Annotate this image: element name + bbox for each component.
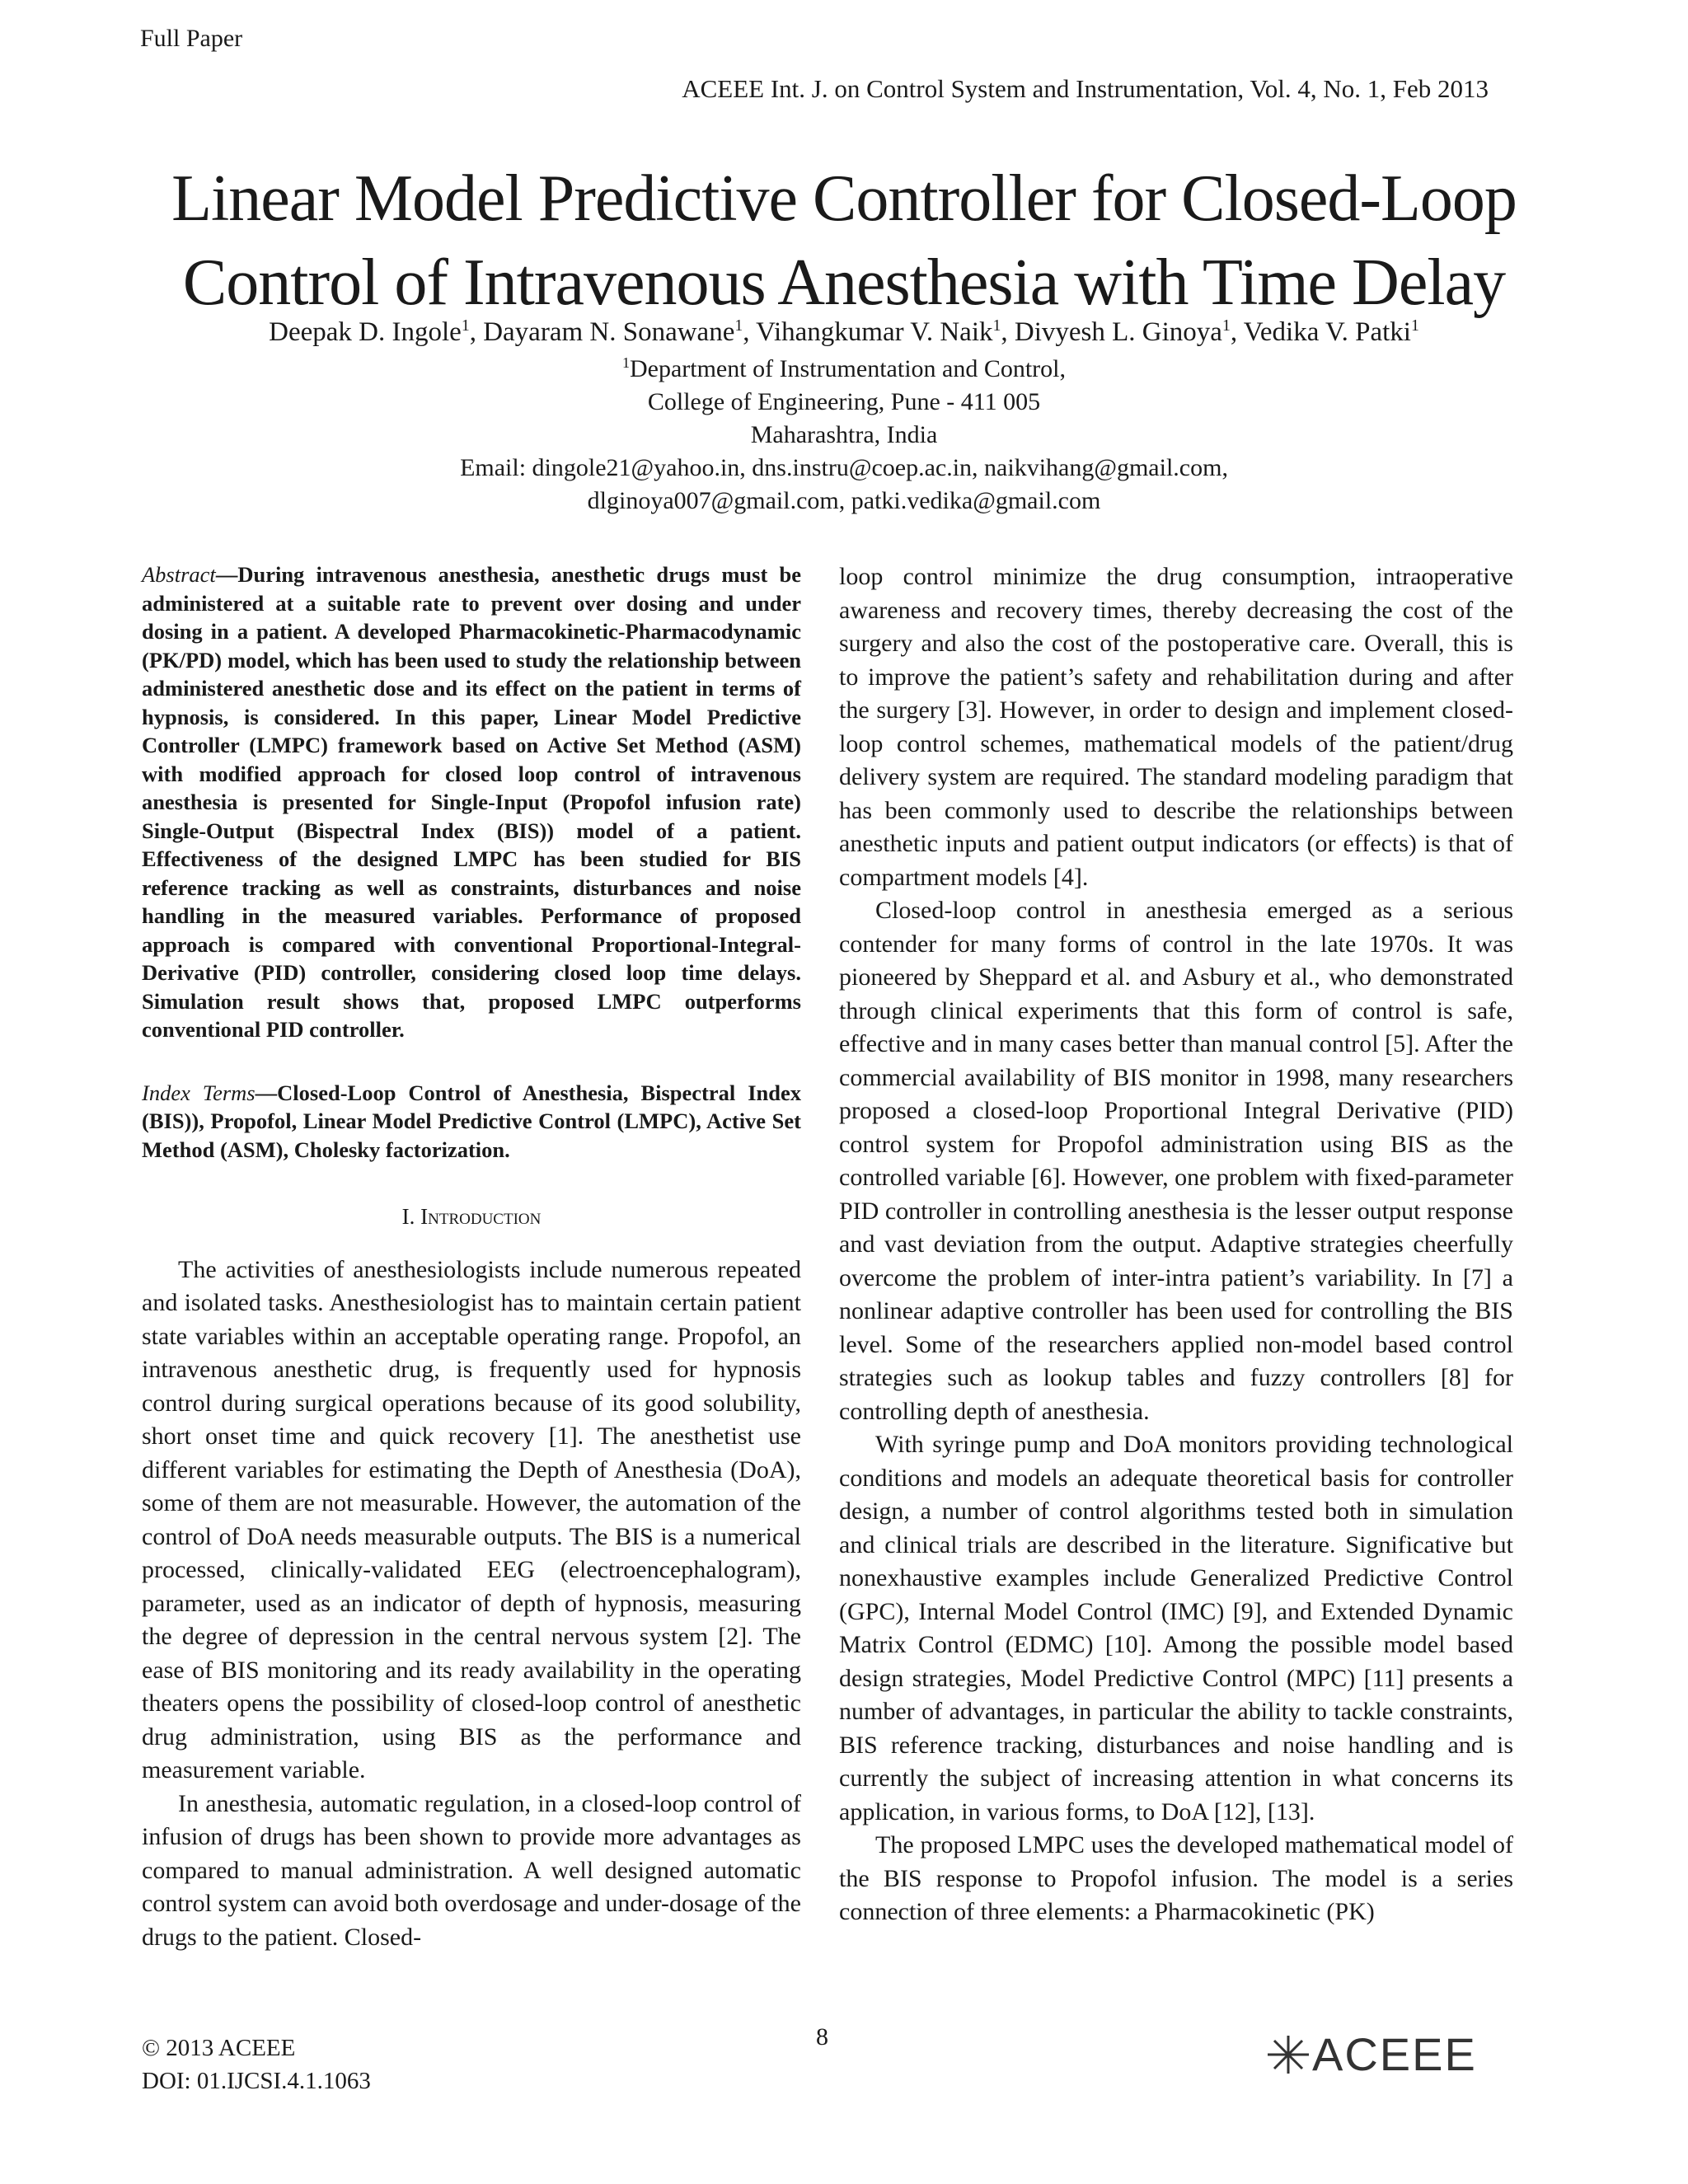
- paragraph: With syringe pump and DoA monitors providing technological conditions and models an adequate theoretical basis for controller design, a number of control algorithms tested both in simulation and clinical trials are described in the literature. Significative but nonexhaustive examples include Generalized Predictive Control (GPC), Internal Model Control (IMC) [9], and Extended Dynamic Matrix Control (EDMC) [10]. Among the possible model based design strategies, Model Predictive Control (MPC) [11] presents a number of advantages, in particular the ability to tackle constraints, BIS reference tracking, disturbances and noise handling and is currently the subject of increasing attention in what concerns its application, in various forms, to DoA [12], [13].: [839, 1431, 1513, 1825]
- email-line-2: dlginoya007@gmail.com, patki.vedika@gmail.com: [587, 487, 1101, 514]
- copyright-text: © 2013 ACEEE: [142, 2035, 296, 2061]
- affiliation-college: College of Engineering, Pune - 411 005: [647, 388, 1041, 415]
- author-affil-mark: 1: [1221, 316, 1231, 335]
- aceee-logo: [1261, 2026, 1525, 2083]
- index-terms-text: —Closed-Loop Control of Anesthesia, Bispectral Index (BIS)), Propofol, Linear Model Predictive Control (LMPC), Active Set Method (ASM), Cholesky factorization.: [142, 1080, 801, 1162]
- title-line-2: Control of Intravenous Anesthesia with Time Delay: [182, 246, 1506, 319]
- affiliation-block: [124, 353, 1564, 518]
- page-number: 8: [816, 2023, 828, 2050]
- author-affil-mark: 1: [461, 316, 470, 335]
- author-name: Deepak D. Ingole: [269, 317, 462, 347]
- right-column: [839, 560, 1513, 1929]
- paragraph: The proposed LMPC uses the developed mathematical model of the BIS response to Propofol infusion. The model is a series connection of three elements: a Pharmacokinetic (PK): [839, 1831, 1513, 1925]
- paragraph: loop control minimize the drug consumption, intraoperative awareness and recovery times, thereby decreasing the cost of the surgery and also the cost of the postoperative care. Overall, this is to improve the patient’s safety and rehabilitation during and after the surgery [3]. However, in order to design and implement closed-loop control schemes, mathematical models of the patient/drug delivery system are required. The standard modeling paradigm that has been commonly used to describe the relationships between anesthetic inputs and patient output indicators (or effects) is that of compartment models [4].: [839, 563, 1513, 891]
- abstract-text: —During intravenous anesthesia, anesthetic drugs must be administered at a suitable rate to prevent over dosing and under dosing in a patient. A developed Pharmacokinetic-Pharmacodynamic (PK/PD) model, which has been used to study the relationship between administered anesthetic dose and its effect on the patient in terms of hypnosis, is considered. In this paper, Linear Model Predictive Controller (LMPC) framework based on Active Set Method (ASM) with modified approach for closed loop control of intravenous anesthesia is presented for Single-Input (Propofol infusion rate) Single-Output (Bispectral Index (BIS)) model of a patient. Effectiveness of the designed LMPC has been studied for BIS reference tracking as well as constraints, disturbances and noise handling in the measured variables. Performance of proposed approach is compared with conventional Proportional-Integral-Derivative (PID) controller, considering closed loop time delays. Simulation result shows that, proposed LMPC outperforms conventional PID controller.: [142, 562, 801, 1042]
- doi-text: DOI: 01.IJCSI.4.1.1063: [142, 2068, 371, 2094]
- paper-title: [124, 157, 1564, 325]
- journal-citation: ACEEE Int. J. on Control System and Instrumentation, Vol. 4, No. 1, Feb 2013: [682, 74, 1489, 103]
- index-terms-label: Index Terms: [142, 1080, 256, 1105]
- paragraph: Closed-loop control in anesthesia emerged as a serious contender for many forms of control in the late 1970s. It was pioneered by Sheppard et al. and Asbury et al., who demonstrated through clinical experiments that this form of control is safe, effective and in many cases better than manual control [5]. After the commercial availability of BIS monitor in 1998, many researchers proposed a closed-loop Proportional Integral Derivative (PID) control system for Propofol administration using BIS as the controlled variable [6]. However, one problem with fixed-parameter PID controller in controlling anesthesia is the lesser output response and vast deviation from the output. Adaptive strategies cheerfully overcome the problem of inter-intra patient’s variability. In [7] a nonlinear adaptive controller has been used for controlling the BIS level. Some of the researchers applied non-model based control strategies such as lookup tables and fuzzy controllers [8] for controlling depth of anesthesia.: [839, 897, 1513, 1425]
- abstract: [142, 560, 801, 1044]
- title-line-1: Linear Model Predictive Controller for Closed-Loop: [171, 162, 1517, 235]
- left-column: [142, 560, 801, 1954]
- index-terms: [142, 1079, 801, 1165]
- star-icon: [1268, 2036, 1309, 2074]
- author-name: Dayaram N. Sonawane: [483, 317, 735, 347]
- running-head: Full Paper: [140, 25, 243, 52]
- author-name: Vedika V. Patki: [1243, 317, 1411, 347]
- author-affil-mark: 1: [1410, 316, 1419, 335]
- author-list: Deepak D. Ingole$^1$, Dayaram N. Sonawane$^1$, Vihangkumar V. Naik$^1$, Divyesh L. Ginoya$^1$, Vedika V. Patki$^1$: [269, 316, 1419, 347]
- paragraph: The activities of anesthesiologists include numerous repeated and isolated tasks. Anesthesiologist has to maintain certain patient state variables within an acceptable operating range. Propofol, an intravenous anesthetic drug, is frequently used for hypnosis control during surgical operations because of its good solubility, short onset time and quick recovery [1]. The anesthetist use different variables for estimating the Depth of Anesthesia (DoA), some of them are not measurable. However, the automation of the control of DoA needs measurable outputs. The BIS is a numerical processed, clinically-validated EEG (electroencephalogram), parameter, used as an indicator of depth of hypnosis, measuring the degree of depression in the central nervous system [2]. The ease of BIS monitoring and its ready availability in the operating theaters opens the possibility of closed-loop control of anesthetic drug administration, using BIS as the performance and measurement variable.: [142, 1255, 801, 1783]
- abstract-label: Abstract: [142, 562, 216, 587]
- author-affil-mark: 1: [734, 316, 743, 335]
- footer-copyright: [142, 2032, 371, 2097]
- author-affil-mark: 1: [992, 316, 1001, 335]
- email-line-1: Email: dingole21@yahoo.in, dns.instru@coep.ac.in, naikvihang@gmail.com,: [460, 454, 1228, 481]
- section-heading-introduction: I. Introduction: [401, 1204, 542, 1229]
- author-name: Divyesh L. Ginoya: [1014, 317, 1222, 347]
- logo-wordmark: ACEEE: [1312, 2028, 1477, 2080]
- affiliation-mark: 1: [621, 354, 630, 371]
- author-name: Vihangkumar V. Naik: [756, 317, 993, 347]
- paragraph: In anesthesia, automatic regulation, in a closed-loop control of infusion of drugs has been shown to provide more advantages as compared to manual administration. A well designed automatic control system can avoid both overdosage and under-dosage of the drugs to the patient. Closed-: [142, 1789, 801, 1951]
- affiliation-dept: $^1$Department of Instrumentation and Control,: [621, 354, 1067, 382]
- affiliation-state: Maharashtra, India: [750, 421, 938, 448]
